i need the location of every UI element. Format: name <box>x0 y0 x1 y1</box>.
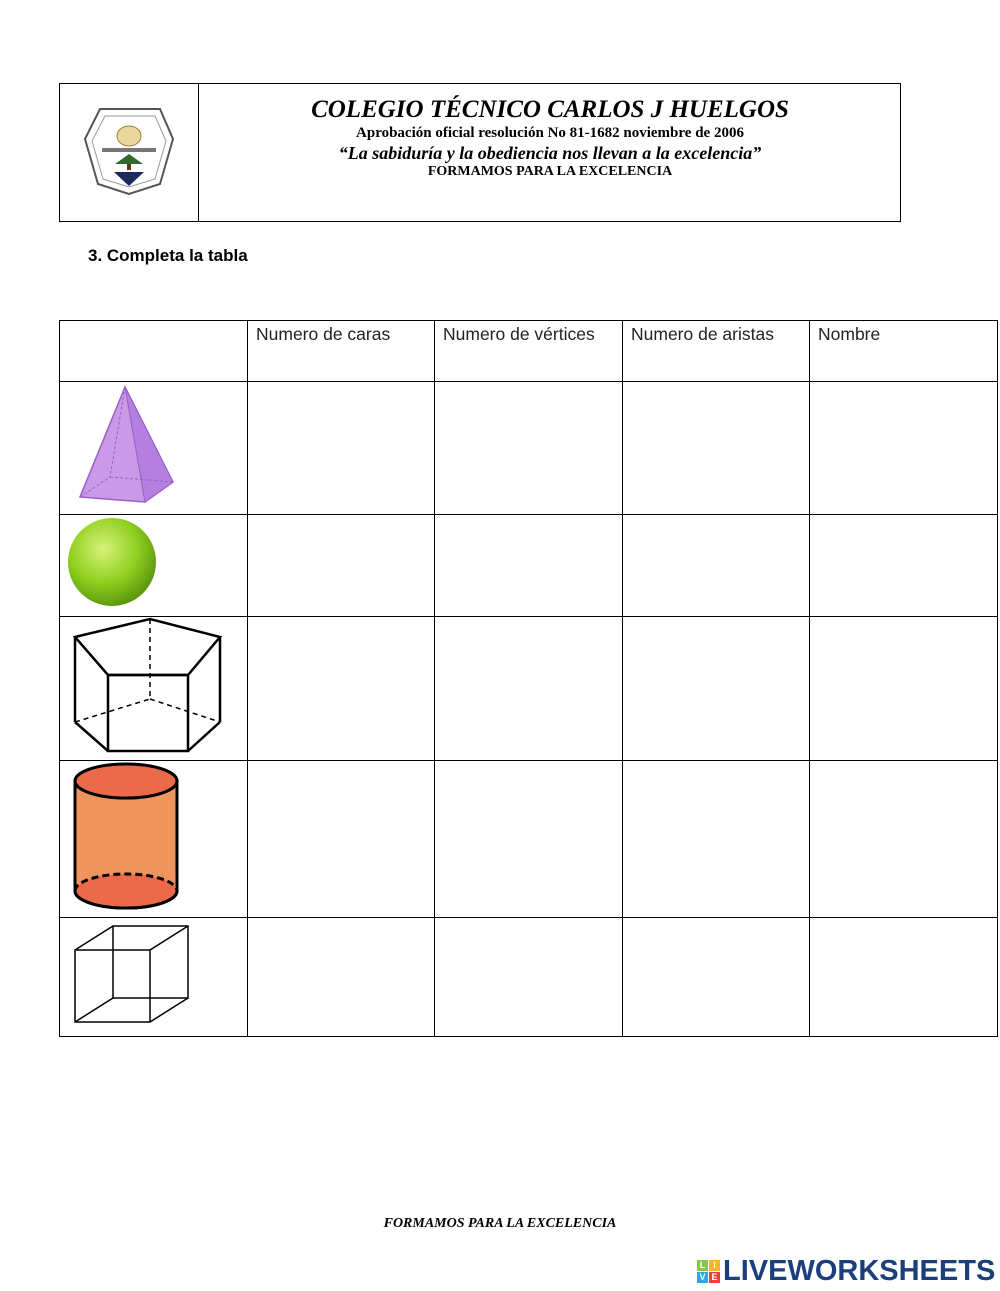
shape-cell <box>60 617 248 761</box>
vertices-answer-cell[interactable] <box>435 761 623 918</box>
school-slogan: FORMAMOS PARA LA EXCELENCIA <box>427 164 673 179</box>
shape-cell <box>60 515 248 617</box>
school-motto: “La sabiduría y la obediencia nos llevan a la excelencia” <box>338 143 762 163</box>
faces-answer-cell[interactable] <box>248 515 435 617</box>
vertices-answer-cell[interactable] <box>435 918 623 1037</box>
vertices-answer-cell[interactable] <box>435 382 623 515</box>
liveworksheets-logo[interactable] <box>697 1255 995 1288</box>
brand-name: LIVEWORKSHEETS <box>723 1255 996 1287</box>
shape-cell <box>60 918 248 1037</box>
edges-answer-cell[interactable] <box>623 761 810 918</box>
edges-answer-cell[interactable] <box>623 382 810 515</box>
cylinder-image <box>60 761 230 912</box>
edges-answer-cell[interactable] <box>623 918 810 1037</box>
school-crest-logo <box>60 84 198 223</box>
column-header-name: Nombre <box>810 321 998 382</box>
live-blocks-icon <box>697 1260 720 1283</box>
approval-text: Aprobación oficial resolución No 81-1682 noviembre de 2006 <box>356 125 744 141</box>
page-footer: FORMAMOS PARA LA EXCELENCIA <box>383 1216 617 1231</box>
column-header-vertices: Numero de vértices <box>435 321 623 382</box>
square-pyramid-image <box>60 382 230 509</box>
table-row <box>60 918 998 1037</box>
letter-block: E <box>709 1272 720 1283</box>
shape-cell <box>60 382 248 515</box>
edges-answer-cell[interactable] <box>623 515 810 617</box>
cube-image <box>60 918 230 1031</box>
pentagonal-prism-image <box>60 617 230 755</box>
vertices-answer-cell[interactable] <box>435 515 623 617</box>
letter-block: L <box>697 1260 708 1271</box>
name-answer-cell[interactable] <box>810 761 998 918</box>
name-answer-cell[interactable] <box>810 382 998 515</box>
faces-answer-cell[interactable] <box>248 382 435 515</box>
sphere-image <box>60 515 230 611</box>
letter-block: V <box>697 1272 708 1283</box>
table-row <box>60 761 998 918</box>
table-row <box>60 617 998 761</box>
column-header-faces: Numero de caras <box>248 321 435 382</box>
column-header-shape <box>60 321 248 382</box>
name-answer-cell[interactable] <box>810 515 998 617</box>
table-row <box>60 515 998 617</box>
column-header-edges: Numero de aristas <box>623 321 810 382</box>
letter-block: I <box>709 1260 720 1271</box>
exercise-heading: 3. Completa la tabla <box>88 246 248 265</box>
school-name: COLEGIO TÉCNICO CARLOS J HUELGOS <box>311 96 789 123</box>
logo-cell <box>60 84 199 221</box>
name-answer-cell[interactable] <box>810 918 998 1037</box>
faces-answer-cell[interactable] <box>248 761 435 918</box>
shape-cell <box>60 761 248 918</box>
vertices-answer-cell[interactable] <box>435 617 623 761</box>
faces-answer-cell[interactable] <box>248 617 435 761</box>
name-answer-cell[interactable] <box>810 617 998 761</box>
table-header-row <box>60 321 998 382</box>
table-row <box>60 382 998 515</box>
edges-answer-cell[interactable] <box>623 617 810 761</box>
faces-answer-cell[interactable] <box>248 918 435 1037</box>
solids-table <box>59 320 998 1037</box>
